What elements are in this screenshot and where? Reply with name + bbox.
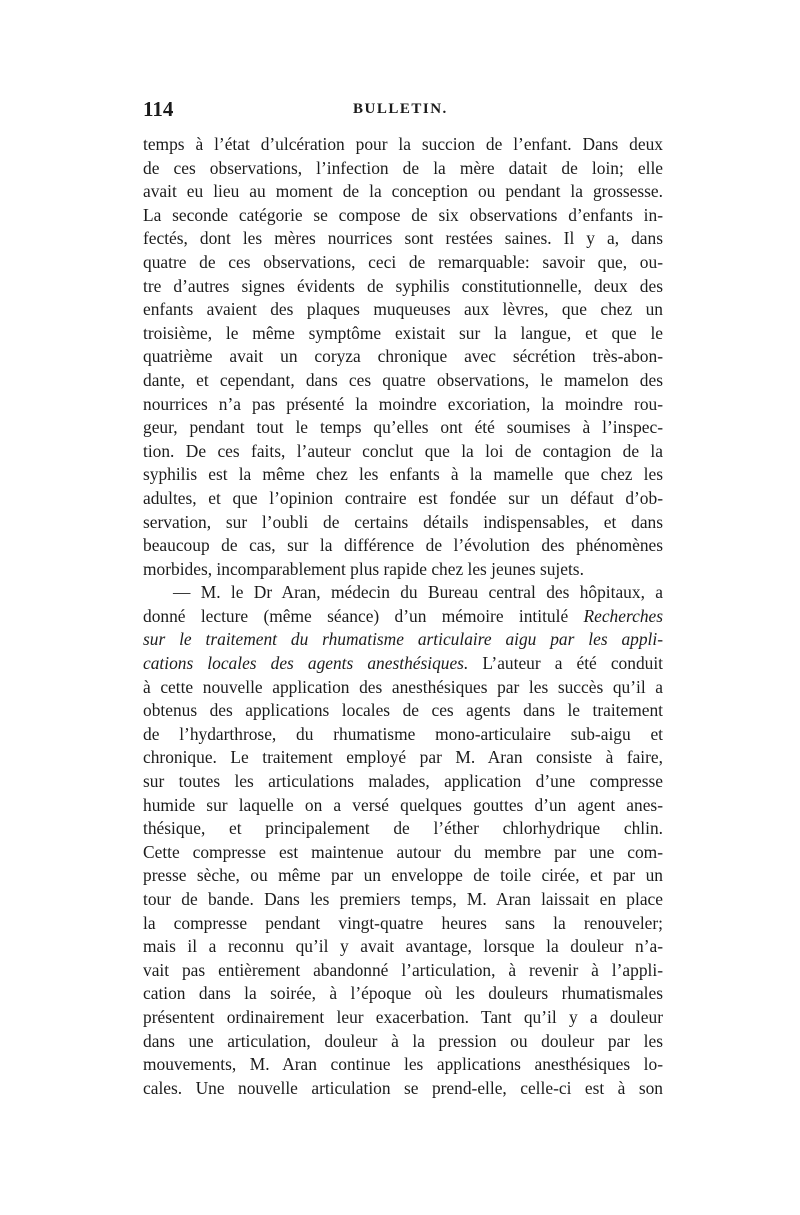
- text-segment: thésique, et principalement de l’éther chlorhydrique chlin.: [143, 818, 663, 839]
- text-segment: beaucoup de cas, sur la différence de l’évolution des phénomènes: [143, 535, 663, 556]
- text-line: [143, 770, 663, 794]
- text-segment: chronique. Le traitement employé par M. Aran consiste à faire,: [143, 747, 663, 768]
- text-line: [143, 1006, 663, 1030]
- text-segment: morbides, incomparablement plus rapide chez les jeunes sujets.: [143, 558, 584, 579]
- text-segment: mais il a reconnu qu’il y avait avantage, lorsque la douleur n’a-: [143, 936, 663, 957]
- text-line: [143, 841, 663, 865]
- italic-title-text: sur le traitement du rhumatisme articulaire aigu par les appli-: [143, 629, 663, 650]
- text-line: [143, 676, 663, 700]
- text-segment: humide sur laquelle on a versé quelques gouttes d’un agent anes-: [143, 794, 663, 815]
- running-title: BULLETIN.: [353, 101, 448, 117]
- text-segment: tour de bande. Dans les premiers temps, M. Aran laissait en place: [143, 889, 663, 909]
- text-segment: sur toutes les articulations malades, application d’une compresse: [143, 771, 663, 792]
- text-line: [143, 1053, 663, 1077]
- text-segment: de l’hydarthrose, du rhumatisme mono-articulaire sub-aigu et: [143, 723, 663, 744]
- text-segment: dans une articulation, douleur à la pression ou douleur par les: [143, 1030, 663, 1051]
- running-head: [143, 97, 663, 127]
- text-segment: tion. De ces faits, l’auteur conclut que la loi de contagion de la: [143, 440, 663, 461]
- text-line: [143, 416, 663, 440]
- text-line: [143, 912, 663, 936]
- text-segment: La seconde catégorie se compose de six observations d’enfants in-: [143, 204, 663, 225]
- text-line: [143, 959, 663, 983]
- text-segment: presse sèche, ou même par un enveloppe de toile cirée, et par un: [143, 865, 663, 886]
- text-segment: — M. le Dr Aran, médecin du Bureau central des hôpitaux, a: [173, 582, 663, 603]
- text-segment: présentent ordinairement leur exacerbation. Tant qu’il y a douleur: [143, 1006, 663, 1027]
- text-line: [143, 794, 663, 818]
- text-line: [143, 251, 663, 275]
- text-segment: de ces observations, l’infection de la mère datait de loin; elle: [143, 157, 663, 178]
- text-segment: L’auteur a été conduit: [468, 653, 664, 674]
- text-line: [143, 180, 663, 204]
- page-number: 114: [143, 97, 174, 121]
- text-segment: geur, pendant tout le temps qu’elles ont été soumises à l’inspec-: [143, 417, 663, 438]
- text-line: [143, 393, 663, 417]
- text-line: [143, 133, 663, 157]
- text-line: [143, 322, 663, 346]
- text-segment: donné lecture (même séance) d’un mémoire intitulé: [143, 605, 584, 626]
- text-line: [143, 298, 663, 322]
- text-segment: quatrième avait un coryza chronique avec sécrétion très-abon-: [143, 346, 663, 367]
- text-line: [143, 1077, 663, 1101]
- text-segment: syphilis est la même chez les enfants à la mamelle que chez les: [143, 464, 663, 485]
- text-line: [143, 605, 663, 629]
- text-segment: troisième, le même symptôme existait sur la langue, et que le: [143, 322, 663, 343]
- text-segment: vait pas entièrement abandonné l’articulation, à revenir à l’appli-: [143, 959, 663, 980]
- text-line: [143, 440, 663, 464]
- text-segment: tre d’autres signes évidents de syphilis constitutionnelle, deux des: [143, 275, 663, 296]
- text-line: [143, 463, 663, 487]
- text-line: [143, 275, 663, 299]
- text-line: [143, 817, 663, 841]
- text-segment: la compresse pendant vingt-quatre heures sans la renouveler;: [143, 912, 663, 933]
- text-line: [143, 652, 663, 676]
- text-line: [143, 558, 663, 582]
- text-segment: dante, et cependant, dans ces quatre observations, le mamelon des: [143, 369, 663, 390]
- text-line: [143, 723, 663, 747]
- text-segment: à cette nouvelle application des anesthésiques par les succès qu’il a: [143, 676, 663, 697]
- italic-title-text: cations locales des agents anesthésiques.: [143, 653, 469, 674]
- text-segment: adultes, et que l’opinion contraire est fondée sur un défaut d’ob-: [143, 487, 663, 508]
- text-segment: cation dans la soirée, à l’époque où les douleurs rhumatismales: [143, 983, 663, 1004]
- text-line: [143, 369, 663, 393]
- text-line: [143, 888, 663, 912]
- text-line: [143, 487, 663, 511]
- text-segment: cales. Une nouvelle articulation se prend-elle, celle-ci est à son: [143, 1077, 663, 1098]
- text-segment: obtenus des applications locales de ces agents dans le traitement: [143, 700, 663, 721]
- text-segment: fectés, dont les mères nourrices sont restées saines. Il y a, dans: [143, 228, 663, 249]
- text-segment: avait eu lieu au moment de la conception ou pendant la grossesse.: [143, 181, 663, 202]
- text-line: [143, 581, 663, 605]
- text-line: [143, 345, 663, 369]
- text-line: [143, 699, 663, 723]
- text-segment: Cette compresse est maintenue autour du membre par une com-: [143, 841, 663, 862]
- text-line: [143, 982, 663, 1006]
- text-segment: mouvements, M. Aran continue les applications anesthésiques lo-: [143, 1054, 663, 1075]
- italic-title-text: Recherches: [583, 605, 663, 626]
- text-segment: quatre de ces observations, ceci de remarquable: savoir que, ou-: [143, 251, 663, 272]
- text-line: [143, 534, 663, 558]
- text-segment: enfants avaient des plaques muqueuses aux lèvres, que chez un: [143, 299, 663, 320]
- text-line: [143, 628, 663, 652]
- text-line: [143, 746, 663, 770]
- text-line: [143, 1030, 663, 1054]
- text-line: [143, 157, 663, 181]
- text-segment: temps à l’état d’ulcération pour la succion de l’enfant. Dans deux: [143, 134, 663, 154]
- text-line: [143, 935, 663, 959]
- text-segment: nourrices n’a pas présenté la moindre excoriation, la moindre rou-: [143, 393, 663, 414]
- text-line: [143, 864, 663, 888]
- text-line: [143, 511, 663, 535]
- body-text: [143, 133, 663, 1100]
- text-line: [143, 227, 663, 251]
- text-line: [143, 204, 663, 228]
- text-segment: servation, sur l’oubli de certains détails indispensables, et dans: [143, 511, 663, 532]
